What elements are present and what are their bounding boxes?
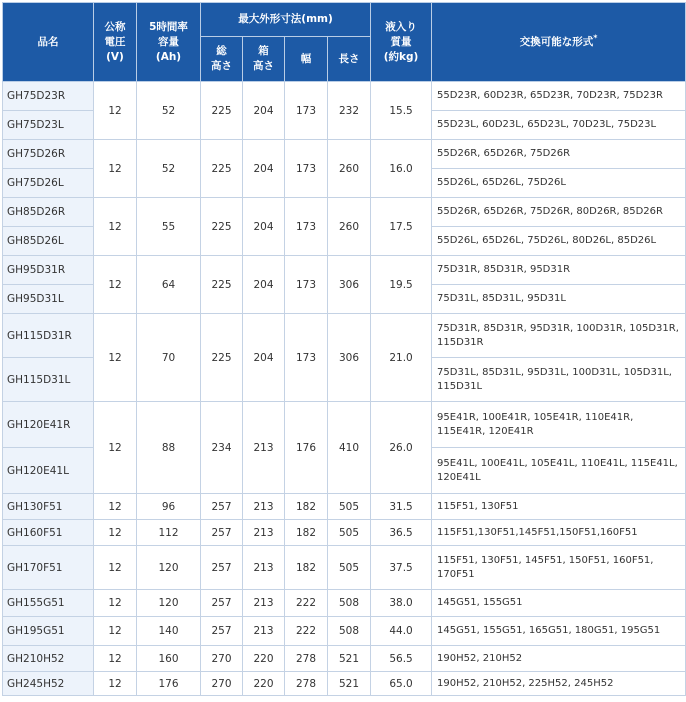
header-voltage-line1: 公称: [104, 20, 126, 33]
table-row: [3, 82, 686, 111]
cell-voltage: 12: [94, 140, 137, 198]
cell-model-name: GH195G51: [3, 617, 94, 646]
cell-width: 182: [285, 546, 328, 590]
cell-width: 222: [285, 617, 328, 646]
cell-voltage: 12: [94, 494, 137, 520]
cell-capacity: 96: [137, 494, 201, 520]
cell-weight: 44.0: [371, 617, 432, 646]
cell-length: 306: [328, 314, 371, 402]
header-compatible: [432, 3, 686, 82]
header-total-height-line2: 高さ: [211, 60, 232, 72]
cell-compatible-types: 145G51, 155G51, 165G51, 180G51, 195G51: [432, 617, 686, 646]
cell-compatible-types: 190H52, 210H52, 225H52, 245H52: [432, 672, 686, 696]
cell-compatible-types: 55D23L, 60D23L, 65D23L, 70D23L, 75D23L: [432, 111, 686, 140]
cell-box-height: 204: [243, 82, 285, 140]
cell-box-height: 204: [243, 198, 285, 256]
header-capacity: [137, 3, 201, 82]
cell-length: 505: [328, 520, 371, 546]
cell-capacity: 160: [137, 646, 201, 672]
cell-weight: 56.5: [371, 646, 432, 672]
battery-spec-table: [2, 2, 686, 696]
header-dimensions-group: 最大外形寸法(mm): [201, 3, 371, 37]
cell-width: 222: [285, 590, 328, 617]
cell-length: 521: [328, 646, 371, 672]
cell-weight: 16.0: [371, 140, 432, 198]
cell-compatible-types: 55D26L, 65D26L, 75D26L, 80D26L, 85D26L: [432, 227, 686, 256]
cell-width: 173: [285, 198, 328, 256]
cell-total-height: 225: [201, 314, 243, 402]
cell-compatible-types: 75D31L, 85D31L, 95D31L: [432, 285, 686, 314]
cell-capacity: 52: [137, 82, 201, 140]
cell-box-height: 213: [243, 494, 285, 520]
cell-capacity: 52: [137, 140, 201, 198]
cell-voltage: 12: [94, 646, 137, 672]
header-weight: [371, 3, 432, 82]
header-name: 品名: [3, 3, 94, 82]
cell-weight: 21.0: [371, 314, 432, 402]
cell-weight: 19.5: [371, 256, 432, 314]
cell-length: 505: [328, 546, 371, 590]
cell-box-height: 213: [243, 546, 285, 590]
cell-compatible-types: 115F51, 130F51: [432, 494, 686, 520]
cell-length: 260: [328, 140, 371, 198]
header-total-height: [201, 37, 243, 82]
table-row: [3, 494, 686, 520]
cell-length: 508: [328, 590, 371, 617]
cell-length: 232: [328, 82, 371, 140]
header-box-height-line1: 箱: [258, 45, 269, 57]
header-voltage-unit: (V): [106, 50, 124, 63]
cell-total-height: 225: [201, 198, 243, 256]
cell-total-height: 257: [201, 590, 243, 617]
header-compatible-mark: *: [593, 33, 598, 42]
cell-compatible-types: 95E41L, 100E41L, 105E41L, 110E41L, 115E41L, 120E41L: [432, 448, 686, 494]
cell-model-name: GH85D26L: [3, 227, 94, 256]
table-row: [3, 646, 686, 672]
cell-capacity: 112: [137, 520, 201, 546]
header-compatible-label: 交換可能な形式: [519, 35, 594, 48]
cell-compatible-types: 55D26R, 65D26R, 75D26R, 80D26R, 85D26R: [432, 198, 686, 227]
cell-model-name: GH130F51: [3, 494, 94, 520]
cell-voltage: 12: [94, 590, 137, 617]
cell-capacity: 55: [137, 198, 201, 256]
table-row: [3, 590, 686, 617]
cell-box-height: 213: [243, 402, 285, 494]
header-box-height-line2: 高さ: [253, 60, 274, 72]
table-row: [3, 520, 686, 546]
cell-width: 173: [285, 256, 328, 314]
cell-width: 173: [285, 140, 328, 198]
header-voltage: [94, 3, 137, 82]
header-voltage-line2: 電圧: [104, 35, 126, 48]
cell-voltage: 12: [94, 520, 137, 546]
cell-capacity: 70: [137, 314, 201, 402]
cell-length: 508: [328, 617, 371, 646]
cell-voltage: 12: [94, 256, 137, 314]
cell-model-name: GH75D23L: [3, 111, 94, 140]
cell-compatible-types: 55D26L, 65D26L, 75D26L: [432, 169, 686, 198]
cell-compatible-types: 55D23R, 60D23R, 65D23R, 70D23R, 75D23R: [432, 82, 686, 111]
table-row: [3, 672, 686, 696]
cell-length: 521: [328, 672, 371, 696]
cell-total-height: 225: [201, 82, 243, 140]
cell-weight: 15.5: [371, 82, 432, 140]
cell-compatible-types: 55D26R, 65D26R, 75D26R: [432, 140, 686, 169]
cell-compatible-types: 115F51,130F51,145F51,150F51,160F51: [432, 520, 686, 546]
cell-weight: 36.5: [371, 520, 432, 546]
cell-model-name: GH75D26L: [3, 169, 94, 198]
cell-width: 173: [285, 82, 328, 140]
cell-total-height: 257: [201, 520, 243, 546]
cell-compatible-types: 75D31R, 85D31R, 95D31R, 100D31R, 105D31R, 115D31R: [432, 314, 686, 358]
cell-capacity: 120: [137, 546, 201, 590]
table-body: [3, 82, 686, 696]
cell-model-name: GH170F51: [3, 546, 94, 590]
header-weight-line2: 質量: [390, 35, 412, 48]
header-capacity-line1: 5時間率: [149, 20, 188, 33]
header-width: 幅: [285, 37, 328, 82]
cell-width: 182: [285, 520, 328, 546]
table-row: [3, 198, 686, 227]
header-weight-line1: 液入り: [385, 20, 417, 33]
header-capacity-line2: 容量: [158, 35, 179, 48]
table-row: [3, 617, 686, 646]
cell-model-name: GH120E41L: [3, 448, 94, 494]
cell-length: 410: [328, 402, 371, 494]
cell-box-height: 204: [243, 314, 285, 402]
cell-voltage: 12: [94, 672, 137, 696]
cell-total-height: 225: [201, 140, 243, 198]
cell-box-height: 213: [243, 590, 285, 617]
cell-capacity: 120: [137, 590, 201, 617]
table-row: [3, 314, 686, 358]
cell-weight: 26.0: [371, 402, 432, 494]
cell-width: 278: [285, 646, 328, 672]
cell-model-name: GH245H52: [3, 672, 94, 696]
cell-total-height: 234: [201, 402, 243, 494]
cell-capacity: 176: [137, 672, 201, 696]
cell-length: 306: [328, 256, 371, 314]
cell-capacity: 88: [137, 402, 201, 494]
cell-width: 173: [285, 314, 328, 402]
cell-weight: 17.5: [371, 198, 432, 256]
cell-box-height: 220: [243, 672, 285, 696]
header-capacity-unit: (Ah): [155, 50, 182, 63]
table-header: [3, 3, 686, 82]
cell-total-height: 270: [201, 672, 243, 696]
cell-model-name: GH95D31L: [3, 285, 94, 314]
cell-voltage: 12: [94, 198, 137, 256]
cell-model-name: GH210H52: [3, 646, 94, 672]
cell-model-name: GH75D23R: [3, 82, 94, 111]
header-length: 長さ: [328, 37, 371, 82]
cell-compatible-types: 75D31R, 85D31R, 95D31R: [432, 256, 686, 285]
cell-box-height: 204: [243, 256, 285, 314]
cell-capacity: 140: [137, 617, 201, 646]
cell-length: 260: [328, 198, 371, 256]
cell-compatible-types: 190H52, 210H52: [432, 646, 686, 672]
cell-box-height: 220: [243, 646, 285, 672]
cell-model-name: GH120E41R: [3, 402, 94, 448]
cell-box-height: 213: [243, 617, 285, 646]
cell-weight: 38.0: [371, 590, 432, 617]
cell-model-name: GH115D31R: [3, 314, 94, 358]
cell-width: 278: [285, 672, 328, 696]
cell-model-name: GH115D31L: [3, 358, 94, 402]
cell-voltage: 12: [94, 546, 137, 590]
cell-weight: 37.5: [371, 546, 432, 590]
table-row: [3, 256, 686, 285]
header-total-height-line1: 総: [216, 45, 227, 57]
cell-compatible-types: 145G51, 155G51: [432, 590, 686, 617]
header-box-height: [243, 37, 285, 82]
cell-voltage: 12: [94, 82, 137, 140]
cell-model-name: GH160F51: [3, 520, 94, 546]
cell-voltage: 12: [94, 617, 137, 646]
cell-compatible-types: 75D31L, 85D31L, 95D31L, 100D31L, 105D31L, 115D31L: [432, 358, 686, 402]
cell-total-height: 225: [201, 256, 243, 314]
cell-width: 182: [285, 494, 328, 520]
table-row: [3, 402, 686, 448]
cell-weight: 31.5: [371, 494, 432, 520]
cell-box-height: 213: [243, 520, 285, 546]
cell-compatible-types: 115F51, 130F51, 145F51, 150F51, 160F51, 170F51: [432, 546, 686, 590]
cell-total-height: 270: [201, 646, 243, 672]
cell-model-name: GH85D26R: [3, 198, 94, 227]
header-weight-unit: (約kg): [383, 50, 419, 63]
cell-total-height: 257: [201, 494, 243, 520]
table-row: [3, 546, 686, 590]
cell-compatible-types: 95E41R, 100E41R, 105E41R, 110E41R, 115E41R, 120E41R: [432, 402, 686, 448]
cell-voltage: 12: [94, 402, 137, 494]
cell-model-name: GH95D31R: [3, 256, 94, 285]
cell-length: 505: [328, 494, 371, 520]
cell-total-height: 257: [201, 546, 243, 590]
cell-voltage: 12: [94, 314, 137, 402]
cell-box-height: 204: [243, 140, 285, 198]
cell-model-name: GH75D26R: [3, 140, 94, 169]
cell-total-height: 257: [201, 617, 243, 646]
cell-model-name: GH155G51: [3, 590, 94, 617]
cell-capacity: 64: [137, 256, 201, 314]
cell-weight: 65.0: [371, 672, 432, 696]
table-row: [3, 140, 686, 169]
cell-width: 176: [285, 402, 328, 494]
